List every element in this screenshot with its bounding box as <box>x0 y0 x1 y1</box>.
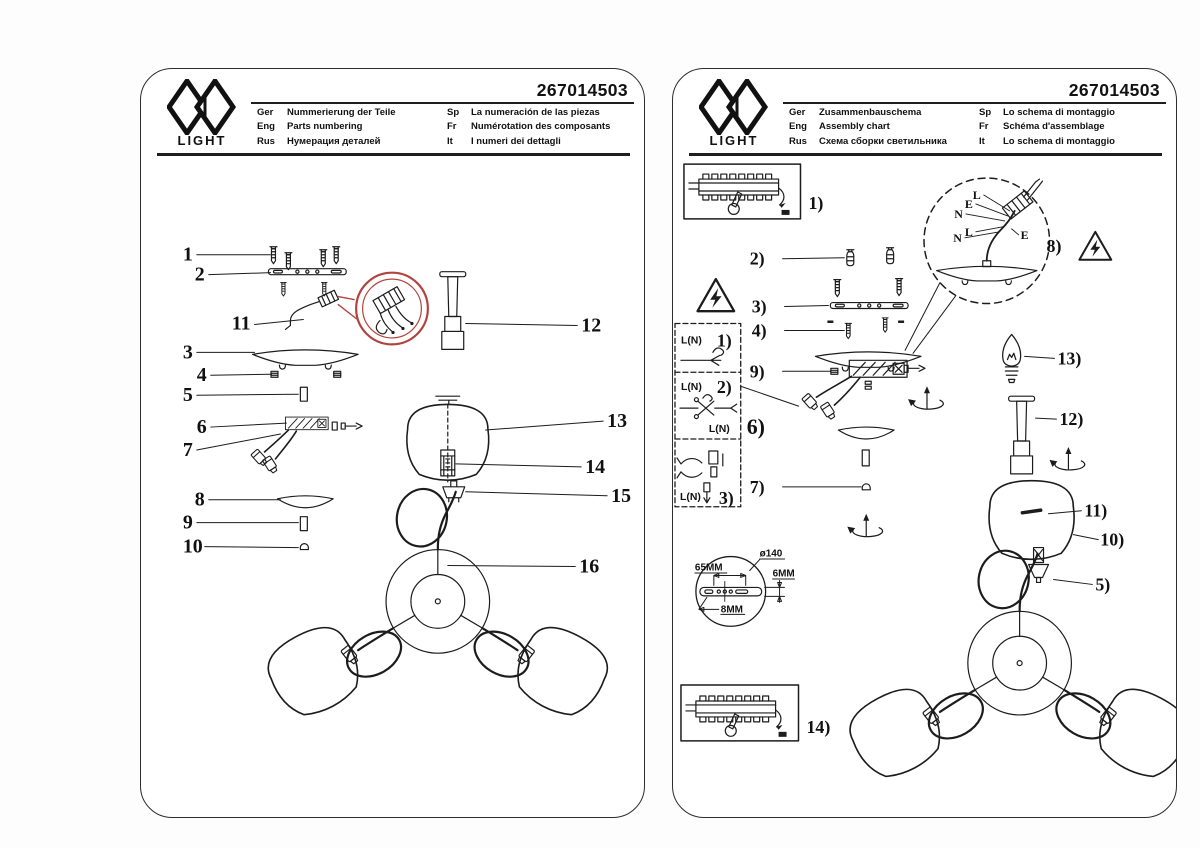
lang-code: Sp <box>447 107 460 118</box>
step-label-12: 12) <box>1059 409 1084 430</box>
inset-wire-label-1: L(N) <box>680 335 702 347</box>
part-screws <box>270 247 340 270</box>
part-dish <box>277 496 333 508</box>
logo-text: LIGHT <box>177 133 227 148</box>
dish-sleeve-cap <box>838 427 894 490</box>
right-page <box>672 68 1177 818</box>
canopy-bracket-assembly <box>802 352 925 420</box>
part-labels-right <box>579 314 631 577</box>
model-number: 267014503 <box>1068 80 1160 100</box>
wire-label-E-top: E <box>964 196 973 211</box>
wire-label-N-top: N <box>954 206 963 221</box>
wire-prep-inset <box>675 323 741 508</box>
lang-code: Fr <box>979 121 989 133</box>
electric-warning-icon-2 <box>1079 232 1111 260</box>
lang-text: La numeración de las piezas <box>471 107 600 118</box>
lang-text: Assembly chart <box>819 121 890 133</box>
step-label-11: 11) <box>1084 500 1108 521</box>
inset-wire-label-2: L(N) <box>680 382 702 394</box>
step-label-4: 4) <box>751 320 767 341</box>
part-label-4: 4 <box>196 364 207 387</box>
dim-8mm: 8MM <box>720 604 743 616</box>
parts-diagram <box>141 69 644 817</box>
part-label-9: 9 <box>182 511 193 534</box>
part-label-7: 7 <box>182 438 193 461</box>
rotate-icon-2 <box>847 514 882 537</box>
step-label-14: 14) <box>806 716 831 737</box>
dimension-detail <box>695 549 795 627</box>
step-label-6: 6) <box>746 414 765 440</box>
step14-terminal-illustration <box>681 685 830 741</box>
rotate-icon-3 <box>1050 447 1085 470</box>
inset-step-2: 2) <box>716 377 732 398</box>
rotate-icon-1 <box>908 386 943 409</box>
lang-code: It <box>447 135 453 147</box>
part-socket-tube <box>440 272 466 350</box>
magnified-connector <box>373 287 405 314</box>
lang-text: Numérotation des composants <box>471 121 611 133</box>
lang-code: Rus <box>257 135 275 147</box>
wiring-magnifier <box>905 178 1049 353</box>
part-label-1: 1 <box>182 243 193 266</box>
part-label-2: 2 <box>194 263 205 286</box>
lang-code: Sp <box>979 107 992 118</box>
dim-diameter: ø140 <box>759 548 783 560</box>
part-sleeve <box>300 387 307 401</box>
inset-wire-label-2b: L(N) <box>708 424 730 436</box>
inset-step-3: 3) <box>718 487 734 508</box>
assembled-chandelier <box>840 546 1176 788</box>
electric-warning-icon <box>698 279 735 311</box>
inset-wire-label-3: L(N) <box>679 491 701 503</box>
inset-step-1: 1) <box>716 330 732 351</box>
part-label-13: 13 <box>607 410 628 433</box>
hardware-steps <box>827 248 908 339</box>
step-label-2: 2) <box>749 248 765 269</box>
logo-text: LIGHT <box>709 133 759 148</box>
part-label-11: 11 <box>231 312 251 335</box>
lang-text: Схема сборки светильника <box>819 135 947 147</box>
part-sleeve-2 <box>300 517 307 531</box>
lang-code: It <box>979 135 985 147</box>
model-number: 267014503 <box>536 80 628 100</box>
part-label-15: 15 <box>611 484 632 507</box>
dim-65mm: 65MM <box>694 562 723 574</box>
part-labels <box>183 244 251 558</box>
part-label-6: 6 <box>196 416 207 439</box>
leader-6 <box>741 386 799 406</box>
lang-code: Rus <box>789 135 807 147</box>
part-label-8: 8 <box>194 488 205 511</box>
socket-tube <box>1009 396 1035 474</box>
part-label-5: 5 <box>182 384 193 407</box>
part-nuts <box>271 371 341 377</box>
lang-text: Nummerierung der Teile <box>287 107 396 118</box>
wire-label-L-low: L <box>964 224 973 239</box>
dim-6mm: 6MM <box>772 568 795 580</box>
part-wire-connector <box>285 273 427 345</box>
lang-code: Ger <box>257 107 274 118</box>
lang-text: Parts numbering <box>287 121 363 133</box>
step-label-10: 10) <box>1100 529 1125 550</box>
part-label-12: 12 <box>581 314 602 337</box>
lang-text: Lo schema di montaggio <box>1003 107 1115 118</box>
lang-text: Нумерация деталей <box>287 135 381 147</box>
lang-text: Lo schema di montaggio <box>1003 135 1115 147</box>
part-label-14: 14 <box>585 455 606 478</box>
step-label-7: 7) <box>749 476 765 497</box>
assembly-diagram <box>673 69 1176 817</box>
lang-code: Eng <box>789 121 807 133</box>
lang-code: Eng <box>257 121 275 133</box>
left-page <box>140 68 645 818</box>
part-bracket <box>285 417 362 430</box>
step-label-8: 8) <box>1046 235 1062 256</box>
part-label-10: 10 <box>182 535 203 558</box>
part-label-16: 16 <box>579 555 600 578</box>
part-cap <box>300 544 308 550</box>
wire-label-E-right: E <box>1020 227 1029 242</box>
part-label-3: 3 <box>182 341 193 364</box>
lang-text: I numeri dei dettagli <box>471 135 561 147</box>
part-canopy <box>253 350 359 369</box>
lang-text: Zusammenbauschema <box>819 107 922 118</box>
step-label-13: 13) <box>1057 348 1082 369</box>
candle-bulb <box>1003 334 1021 382</box>
part-chandelier-body <box>258 484 617 726</box>
lang-code: Fr <box>447 121 457 133</box>
wire-label-N-low: N <box>953 230 962 245</box>
step-label-3: 3) <box>751 296 767 317</box>
step-label-5: 5) <box>1095 574 1111 595</box>
lang-text: Schéma d'assemblage <box>1003 121 1105 133</box>
lang-code: Ger <box>789 107 806 118</box>
part-socket-wires <box>251 430 297 474</box>
step-label-9: 9) <box>749 361 765 382</box>
step1-terminal-illustration <box>684 164 823 219</box>
step-label-1: 1) <box>808 192 824 213</box>
part-shade-stack <box>407 396 489 502</box>
wire-label-L-top: L <box>972 187 981 202</box>
